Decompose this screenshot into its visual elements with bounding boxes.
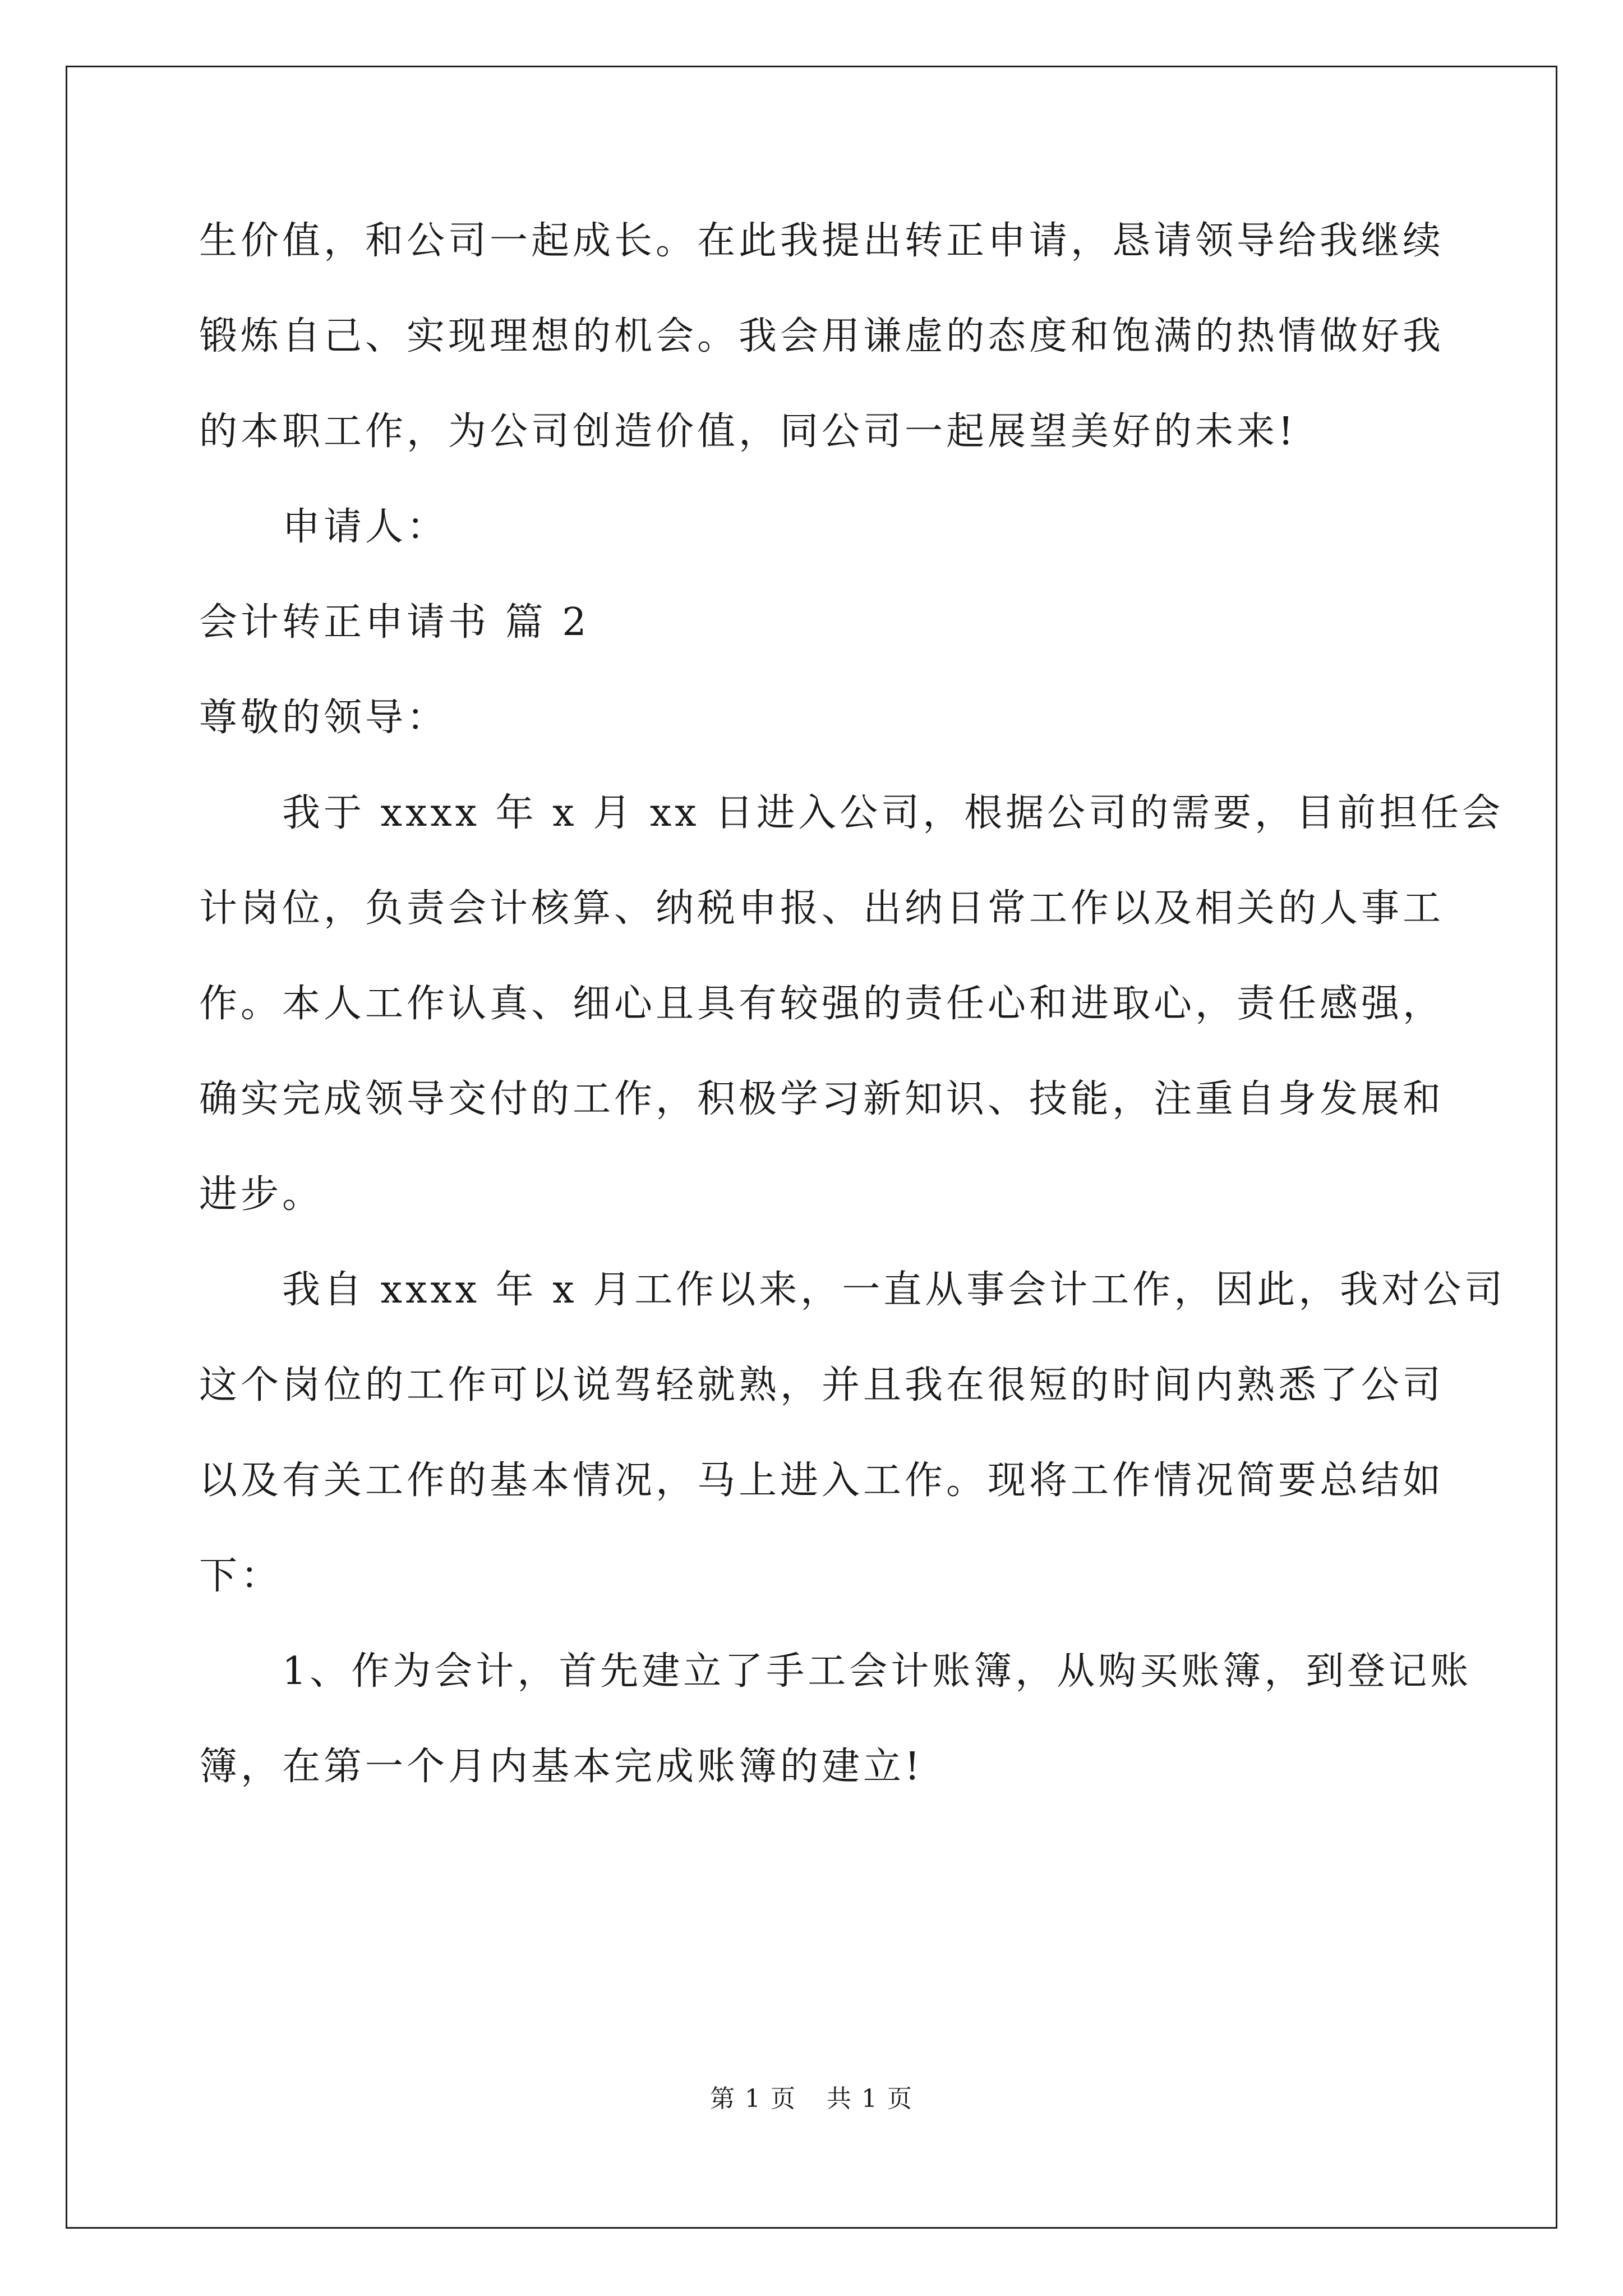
page-footer (0, 2082, 1623, 2116)
paragraph-line: 确实完成领导交付的工作，积极学习新知识、技能，注重自身发展和 (199, 1077, 1445, 1121)
paragraph-line: 以及有关工作的基本情况，马上进入工作。现将工作情况简要总结如 (199, 1458, 1445, 1503)
paragraph-line: 1、作为会计，首先建立了手工会计账簿，从购买账簿，到登记账 (282, 1649, 1472, 1694)
paragraph-line: 我于 xxxx 年 x 月 xx 日进入公司，根据公司的需要，目前担任会 (282, 791, 1504, 835)
section-heading: 会计转正申请书 篇 2 (199, 600, 590, 645)
page-number: 第 1 页 (710, 2085, 796, 2113)
salutation: 尊敬的领导： (199, 696, 449, 740)
paragraph-line: 这个岗位的工作可以说驾轻就熟，并且我在很短的时间内熟悉了公司 (199, 1363, 1445, 1407)
paragraph-line: 作。本人工作认真、细心且具有较强的责任心和进取心，责任感强， (199, 982, 1445, 1026)
paragraph-line: 生价值，和公司一起成长。在此我提出转正申请，恳请领导给我继续 (199, 219, 1445, 263)
paragraph-line: 簿，在第一个月内基本完成账簿的建立! (199, 1745, 924, 1789)
applicant-signature-label: 申请人： (282, 505, 449, 549)
page-total: 共 1 页 (827, 2085, 913, 2113)
paragraph-line: 计岗位，负责会计核算、纳税申报、出纳日常工作以及相关的人事工 (199, 886, 1445, 931)
paragraph-line: 的本职工作，为公司创造价值，同公司一起展望美好的未来! (199, 409, 1297, 454)
paragraph-line: 下： (199, 1554, 283, 1598)
paragraph-line: 我自 xxxx 年 x 月工作以来，一直从事会计工作，因此，我对公司 (282, 1268, 1506, 1312)
page-border (66, 66, 1557, 2229)
paragraph-line: 进步。 (199, 1172, 324, 1217)
paragraph-line: 锻炼自己、实现理想的机会。我会用谦虚的态度和饱满的热情做好我 (199, 314, 1445, 358)
